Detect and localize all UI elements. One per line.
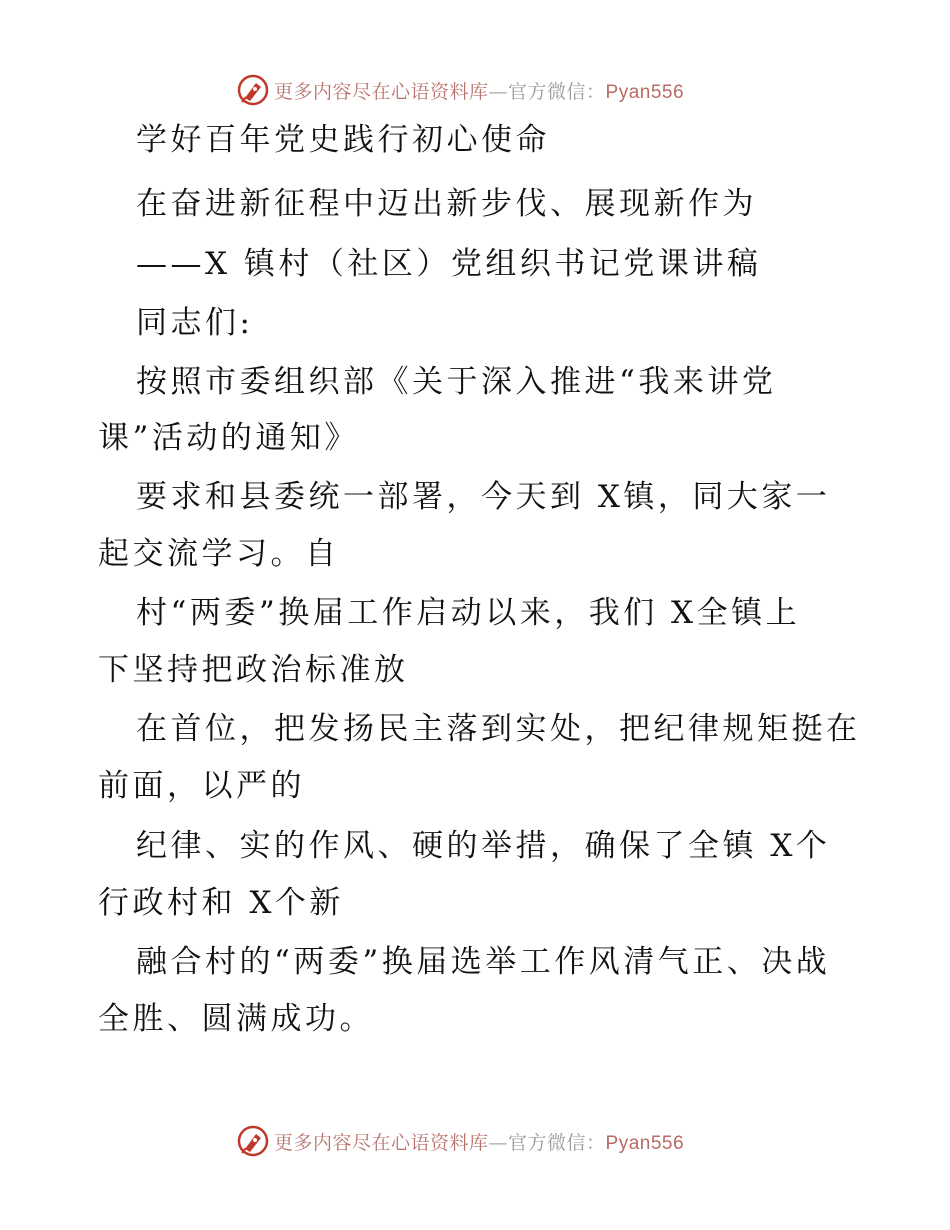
paragraph-line: 在首位，把发扬民主落到实处，把纪律规矩挺在 [136,711,861,747]
watermark-channel: 官方微信： [508,1131,606,1154]
watermark-text [274,1128,684,1155]
paragraph-line: 前面，以严的 [98,768,305,804]
pen-nib-logo-icon [236,73,270,107]
doc-subtitle: 在奋进新征程中迈出新步伐、展现新作为 [136,186,757,222]
watermark-dash: — [488,80,509,103]
doc-title: 学好百年党史践行初心使命 [136,122,550,158]
paragraph-line: 纪律、实的作风、硬的举措，确保了全镇 X个 [136,828,831,864]
watermark-text [274,77,684,104]
watermark-account: Pyan556 [605,81,685,103]
paragraph-line: 全胜、圆满成功。 [98,1001,374,1037]
paragraph-line: 融合村的“两委”换届选举工作风清气正、决战 [136,944,831,980]
watermark-account: Pyan556 [605,1132,685,1154]
watermark-footer [236,1124,684,1158]
paragraph-line: 行政村和 X个新 [98,885,344,921]
paragraph-line: 课”活动的通知》 [98,420,359,456]
paragraph-line: 起交流学习。自 [98,536,340,572]
watermark-dash: — [488,1131,509,1154]
doc-subtitle-source: ——X 镇村（社区）党组织书记党课讲稿 [136,246,762,282]
pen-nib-logo-icon [236,1124,270,1158]
watermark-channel: 官方微信： [508,80,606,103]
paragraph-line: 村“两委”换届工作启动以来，我们 X全镇上 [136,595,801,631]
paragraph-line: 按照市委组织部《关于深入推进“我来讲党 [136,364,777,400]
paragraph-line: 下坚持把政治标准放 [98,652,409,688]
watermark-brand: 更多内容尽在心语资料库 [274,1131,489,1154]
watermark-brand: 更多内容尽在心语资料库 [274,80,489,103]
doc-salutation: 同志们: [136,305,254,341]
watermark-header [236,73,684,107]
paragraph-line: 要求和县委统一部署，今天到 X镇，同大家一 [136,479,831,515]
